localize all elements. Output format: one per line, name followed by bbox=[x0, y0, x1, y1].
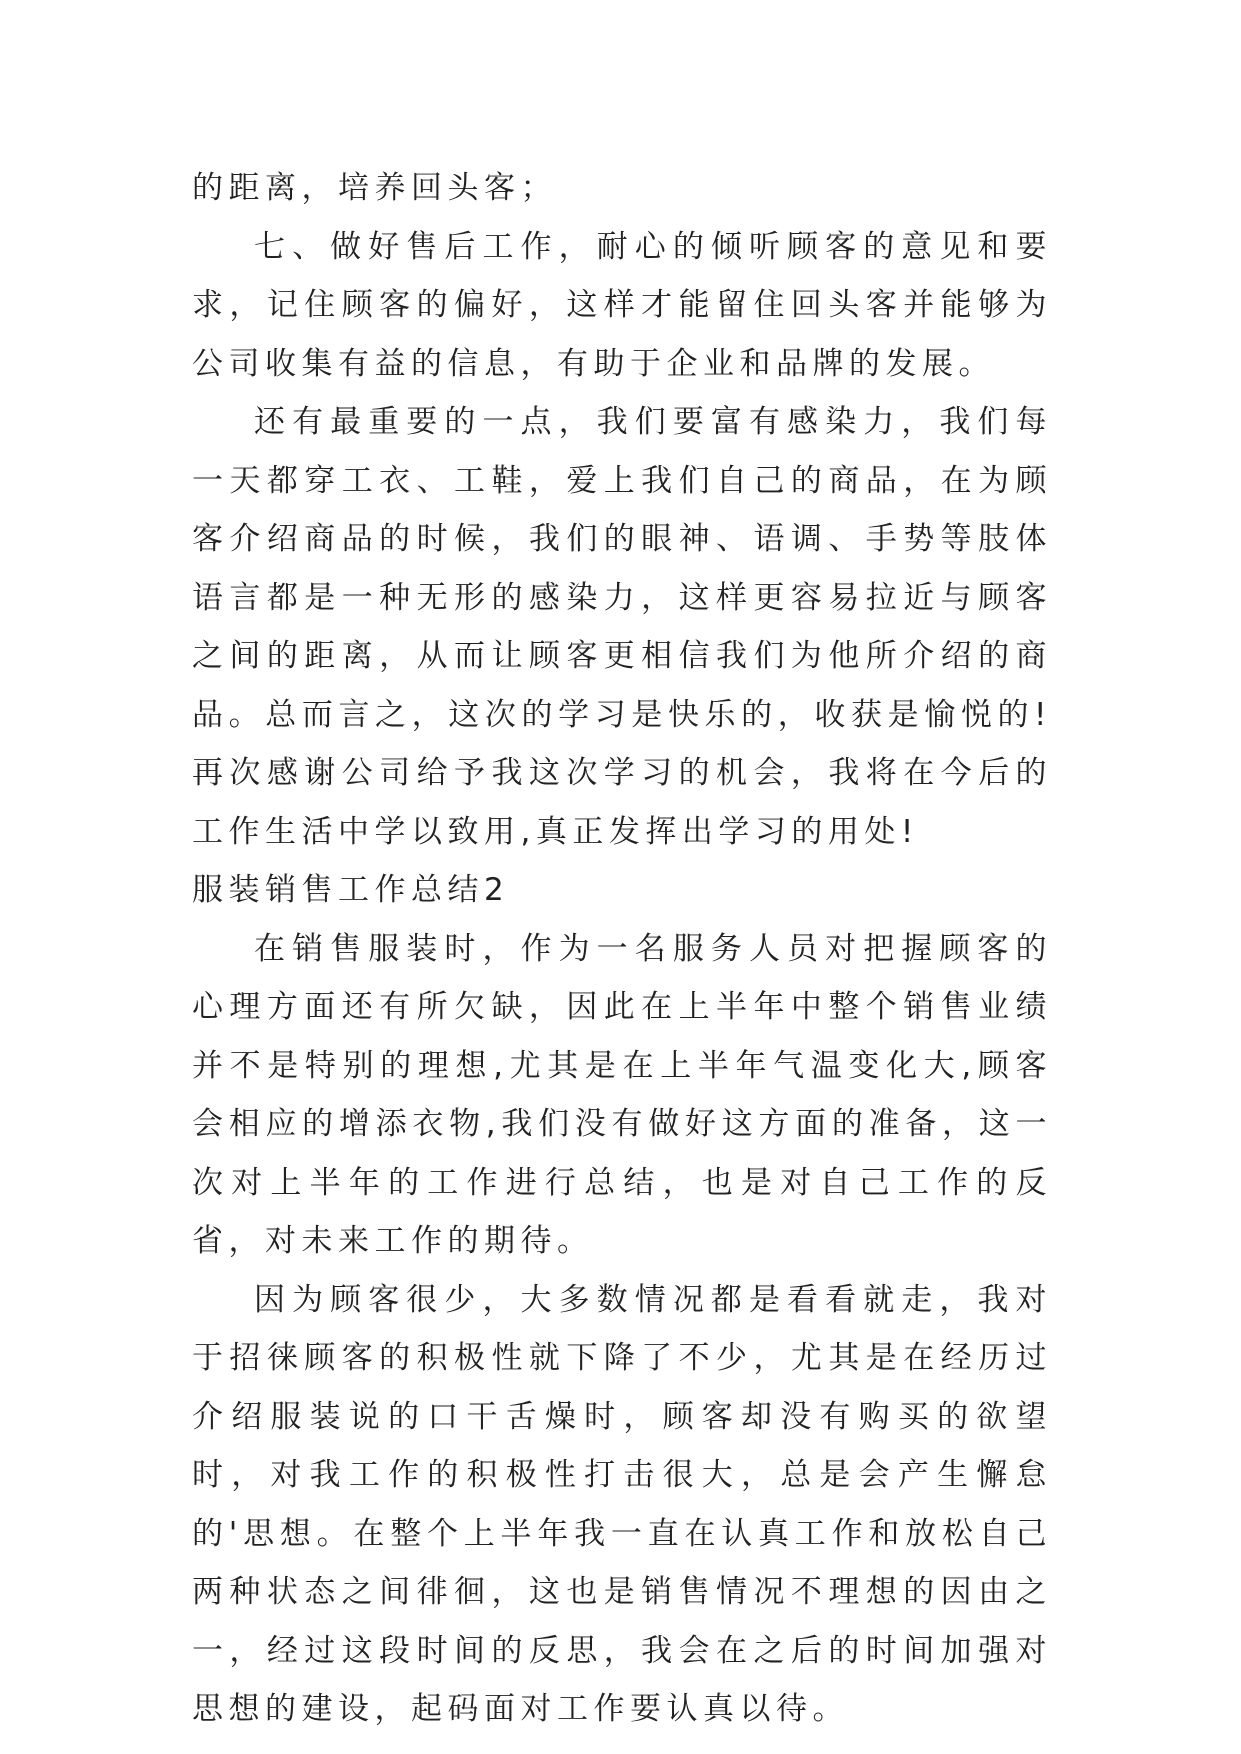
paragraph-sales-clothing: 在销售服装时，作为一名服务人员对把握顾客的心理方面还有所欠缺，因此在上半年中整个销售业绩并不是特别的理想,尤其是在上半年气温变化大,顾客会相应的增添衣物,我们没有做好这方面的准备，这一次对上半年的工作进行总结，也是对自己工作的反省，对未来工作的期待。 bbox=[192, 930, 1052, 1259]
paragraph-after-sales: 七、做好售后工作，耐心的倾听顾客的意见和要求，记住顾客的偏好，这样才能留住回头客并能够为公司收集有益的信息，有助于企业和品牌的发展。 bbox=[192, 228, 1052, 382]
document-body bbox=[192, 159, 1052, 1739]
section-heading: 服装销售工作总结2 bbox=[192, 872, 510, 908]
paragraph-most-important: 还有最重要的一点，我们要富有感染力，我们每一天都穿工衣、工鞋，爱上我们自己的商品，在为顾客介绍商品的时候，我们的眼神、语调、手势等肢体语言都是一种无形的感染力，这样更容易拉近与顾客之间的距离，从而让顾客更相信我们为他所介绍的商品。总而言之，这次的学习是快乐的，收获是愉悦的!再次感谢公司给予我这次学习的机会，我将在今后的工作生活中学以致用,真正发挥出学习的用处! bbox=[192, 404, 1052, 850]
paragraph-few-customers: 因为顾客很少，大多数情况都是看看就走，我对于招徕顾客的积极性就下降了不少，尤其是在经历过介绍服装说的口干舌燥时，顾客却没有购买的欲望时，对我工作的积极性打击很大，总是会产生懈怠的'思想。在整个上半年我一直在认真工作和放松自己两种状态之间徘徊，这也是销售情况不理想的因由之一，经过这段时间的反思，我会在之后的时间加强对思想的建设，起码面对工作要认真以待。 bbox=[192, 1281, 1052, 1727]
paragraph-continuation: 的距离，培养回头客； bbox=[192, 170, 557, 206]
